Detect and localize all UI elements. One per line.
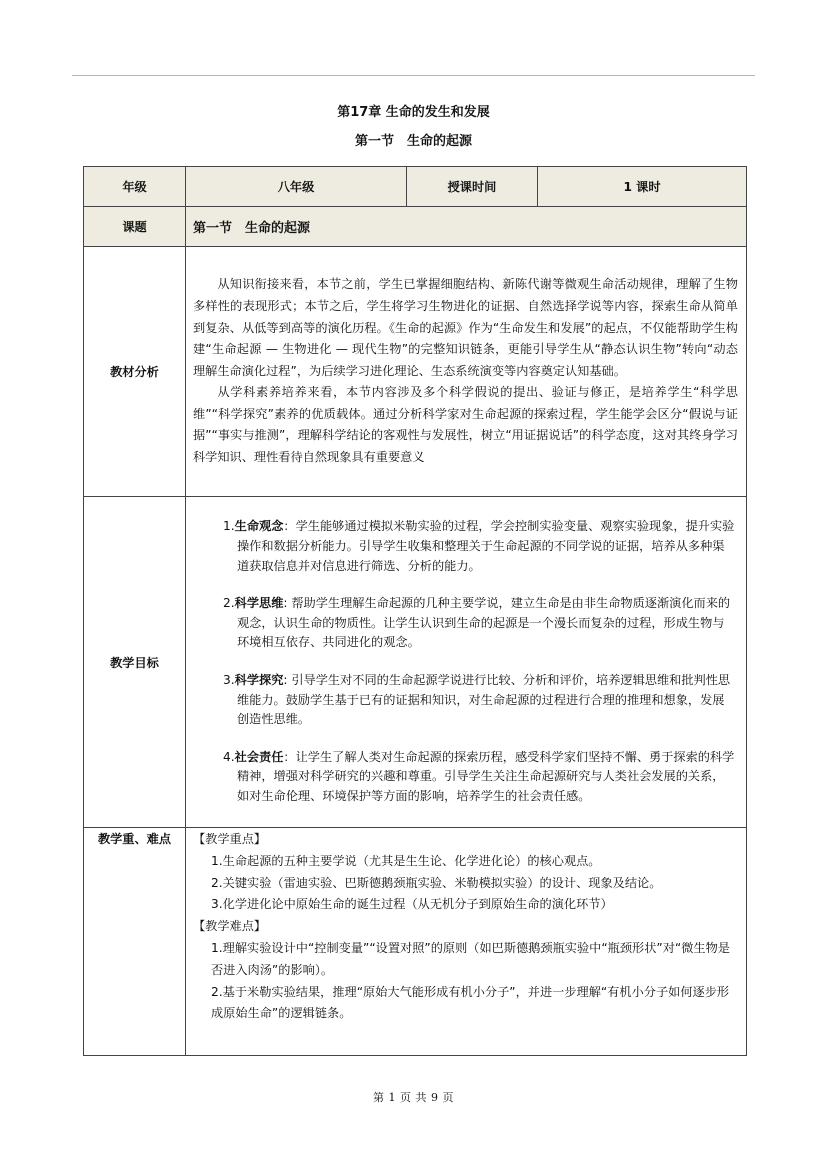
topic-label: 课题 xyxy=(84,207,186,247)
analysis-label: 教材分析 xyxy=(84,247,186,497)
goals-row xyxy=(84,497,747,828)
section-title: 第一节 生命的起源 xyxy=(354,134,472,149)
lesson-plan-table xyxy=(83,166,747,1056)
topic-row xyxy=(84,207,747,247)
difficult-point: 1.理解实验设计中“控制变量”“设置对照”的原则（如巴斯德鹅颈瓶实验中“瓶颈形状”对“微生物是否进入肉汤”的影响）。 xyxy=(211,940,730,977)
goal-heading: 科学探究 xyxy=(234,673,284,687)
analysis-paragraph: 从知识衔接来看，本节之前，学生已掌握细胞结构、新陈代谢等微观生命活动规律，理解了生物多样性的表现形式；本节之后，学生将学习生物进化的证据、自然选择学说等内容，探索生命从简单到复杂、从低等到高等的演化历程。《生命的起源》作为“生命发生和发展”的起点，不仅能帮助学生构建“生命起源 — 生物进化 — 现代生物”的完整知识链条，更能引导学生从“静态认识生物”转向“动态理解生命演化过程”，为后续学习进化理论、生态系统演变等内容奠定认知基础。 xyxy=(193,277,738,378)
grade-value: 八年级 xyxy=(186,167,407,207)
goal-item: 1.生命观念：学生能够通过模拟米勒实验的过程，学会控制实验变量、观察实验现象，提升实验操作和数据分析能力。引导学生收集和整理关于生命起源的不同学说的证据，培养从多种渠道获取信息并对信息进行筛选、分析的能力。 xyxy=(223,519,735,573)
difficult-points-title: 【教学难点】 xyxy=(193,919,267,934)
topic-value: 第一节 生命的起源 xyxy=(186,207,747,247)
key-point: 2.关键实验（雷迪实验、巴斯德鹅颈瓶实验、米勒模拟实验）的设计、现象及结论。 xyxy=(211,875,662,890)
goal-item: 2.科学思维: 帮助学生理解生命起源的几种主要学说，建立生命是由非生命物质逐渐演化而来的观念，认识生命的物质性。让学生认识到生命的起源是一个漫长而复杂的过程，形成生物与环境相互依存、共同进化的观念。 xyxy=(223,596,731,650)
focus-label: 教学重、难点 xyxy=(84,828,186,1056)
analysis-row xyxy=(84,247,747,497)
goal-item: 4.社会责任：让学生了解人类对生命起源的探索历程，感受科学家们坚持不懈、勇于探索的科学精神，增强对科学研究的兴趣和尊重。引导学生关注生命起源研究与人类社会发展的关系，如对生命伦理、环境保护等方面的影响，培养学生的社会责任感。 xyxy=(223,749,735,803)
page-number: 第 1 页 共 9 页 xyxy=(373,1091,454,1104)
grade-label: 年级 xyxy=(84,167,186,207)
goal-text: 引导学生对不同的生命起源学说进行比较、分析和评价，培养逻辑思维和批判性思维能力。鼓励学生基于已有的证据和知识，对生命起源的过程进行合理的推理和想象，发展创造性思维。 xyxy=(237,673,731,727)
analysis-content xyxy=(186,247,747,497)
goal-heading: 社会责任 xyxy=(234,749,284,764)
goal-item: 3.科学探究: 引导学生对不同的生命起源学说进行比较、分析和评价，培养逻辑思维和批判性思维能力。鼓励学生基于已有的证据和知识，对生命起源的过程进行合理的推理和想象，发展创造性思维。 xyxy=(223,673,731,727)
goals-content xyxy=(186,497,747,828)
difficult-point: 2.基于米勒实验结果，推理“原始大气能形成有机小分子”，并进一步理解“有机小分子如何逐步形成原始生命”的逻辑链条。 xyxy=(211,984,730,1021)
key-point: 1.生命起源的五种主要学说（尤其是生生论、化学进化论）的核心观点。 xyxy=(211,853,601,868)
key-points-title: 【教学重点】 xyxy=(193,832,267,846)
focus-content xyxy=(186,828,747,1056)
grade-row xyxy=(84,167,747,207)
focus-row xyxy=(84,828,747,1056)
goals-label: 教学目标 xyxy=(84,497,186,828)
key-point: 3.化学进化论中原始生命的诞生过程（从无机分子到原始生命的演化环节） xyxy=(211,897,613,912)
goal-text: 帮助学生理解生命起源的几种主要学说，建立生命是由非生命物质逐渐演化而来的观念，认识生命的物质性。让学生认识到生命的起源是一个漫长而复杂的过程，形成生物与环境相互依存、共同进化的观念。 xyxy=(237,596,731,650)
goal-heading: 生命观念 xyxy=(234,519,284,534)
time-value: 1 课时 xyxy=(538,167,747,207)
analysis-paragraph: 从学科素养培养来看，本节内容涉及多个科学假说的提出、验证与修正，是培养学生“科学思维”“科学探究”素养的优质载体。通过分析科学家对生命起源的探索过程，学生能学会区分“假说与证据”“事实与推测”，理解科学结论的客观性与发展性，树立“用证据说话”的科学态度，这对其终身学习科学知识、理性看待自然现象具有重要意义 xyxy=(193,385,738,465)
chapter-title: 第17章 生命的发生和发展 xyxy=(337,105,490,120)
time-label: 授课时间 xyxy=(407,167,538,207)
goal-text: 学生能够通过模拟米勒实验的过程，学会控制实验变量、观察实验现象，提升实验操作和数据分析能力。引导学生收集和整理关于生命起源的不同学说的证据，培养从多种渠道获取信息并对信息进行筛选、分析的能力。 xyxy=(237,519,735,573)
goal-text: 让学生了解人类对生命起源的探索历程，感受科学家们坚持不懈、勇于探索的科学精神，增强对科学研究的兴趣和尊重。引导学生关注生命起源研究与人类社会发展的关系，如对生命伦理、环境保护等方面的影响，培养学生的社会责任感。 xyxy=(237,749,735,803)
goal-heading: 科学思维 xyxy=(234,596,284,611)
header-rule xyxy=(72,75,755,76)
